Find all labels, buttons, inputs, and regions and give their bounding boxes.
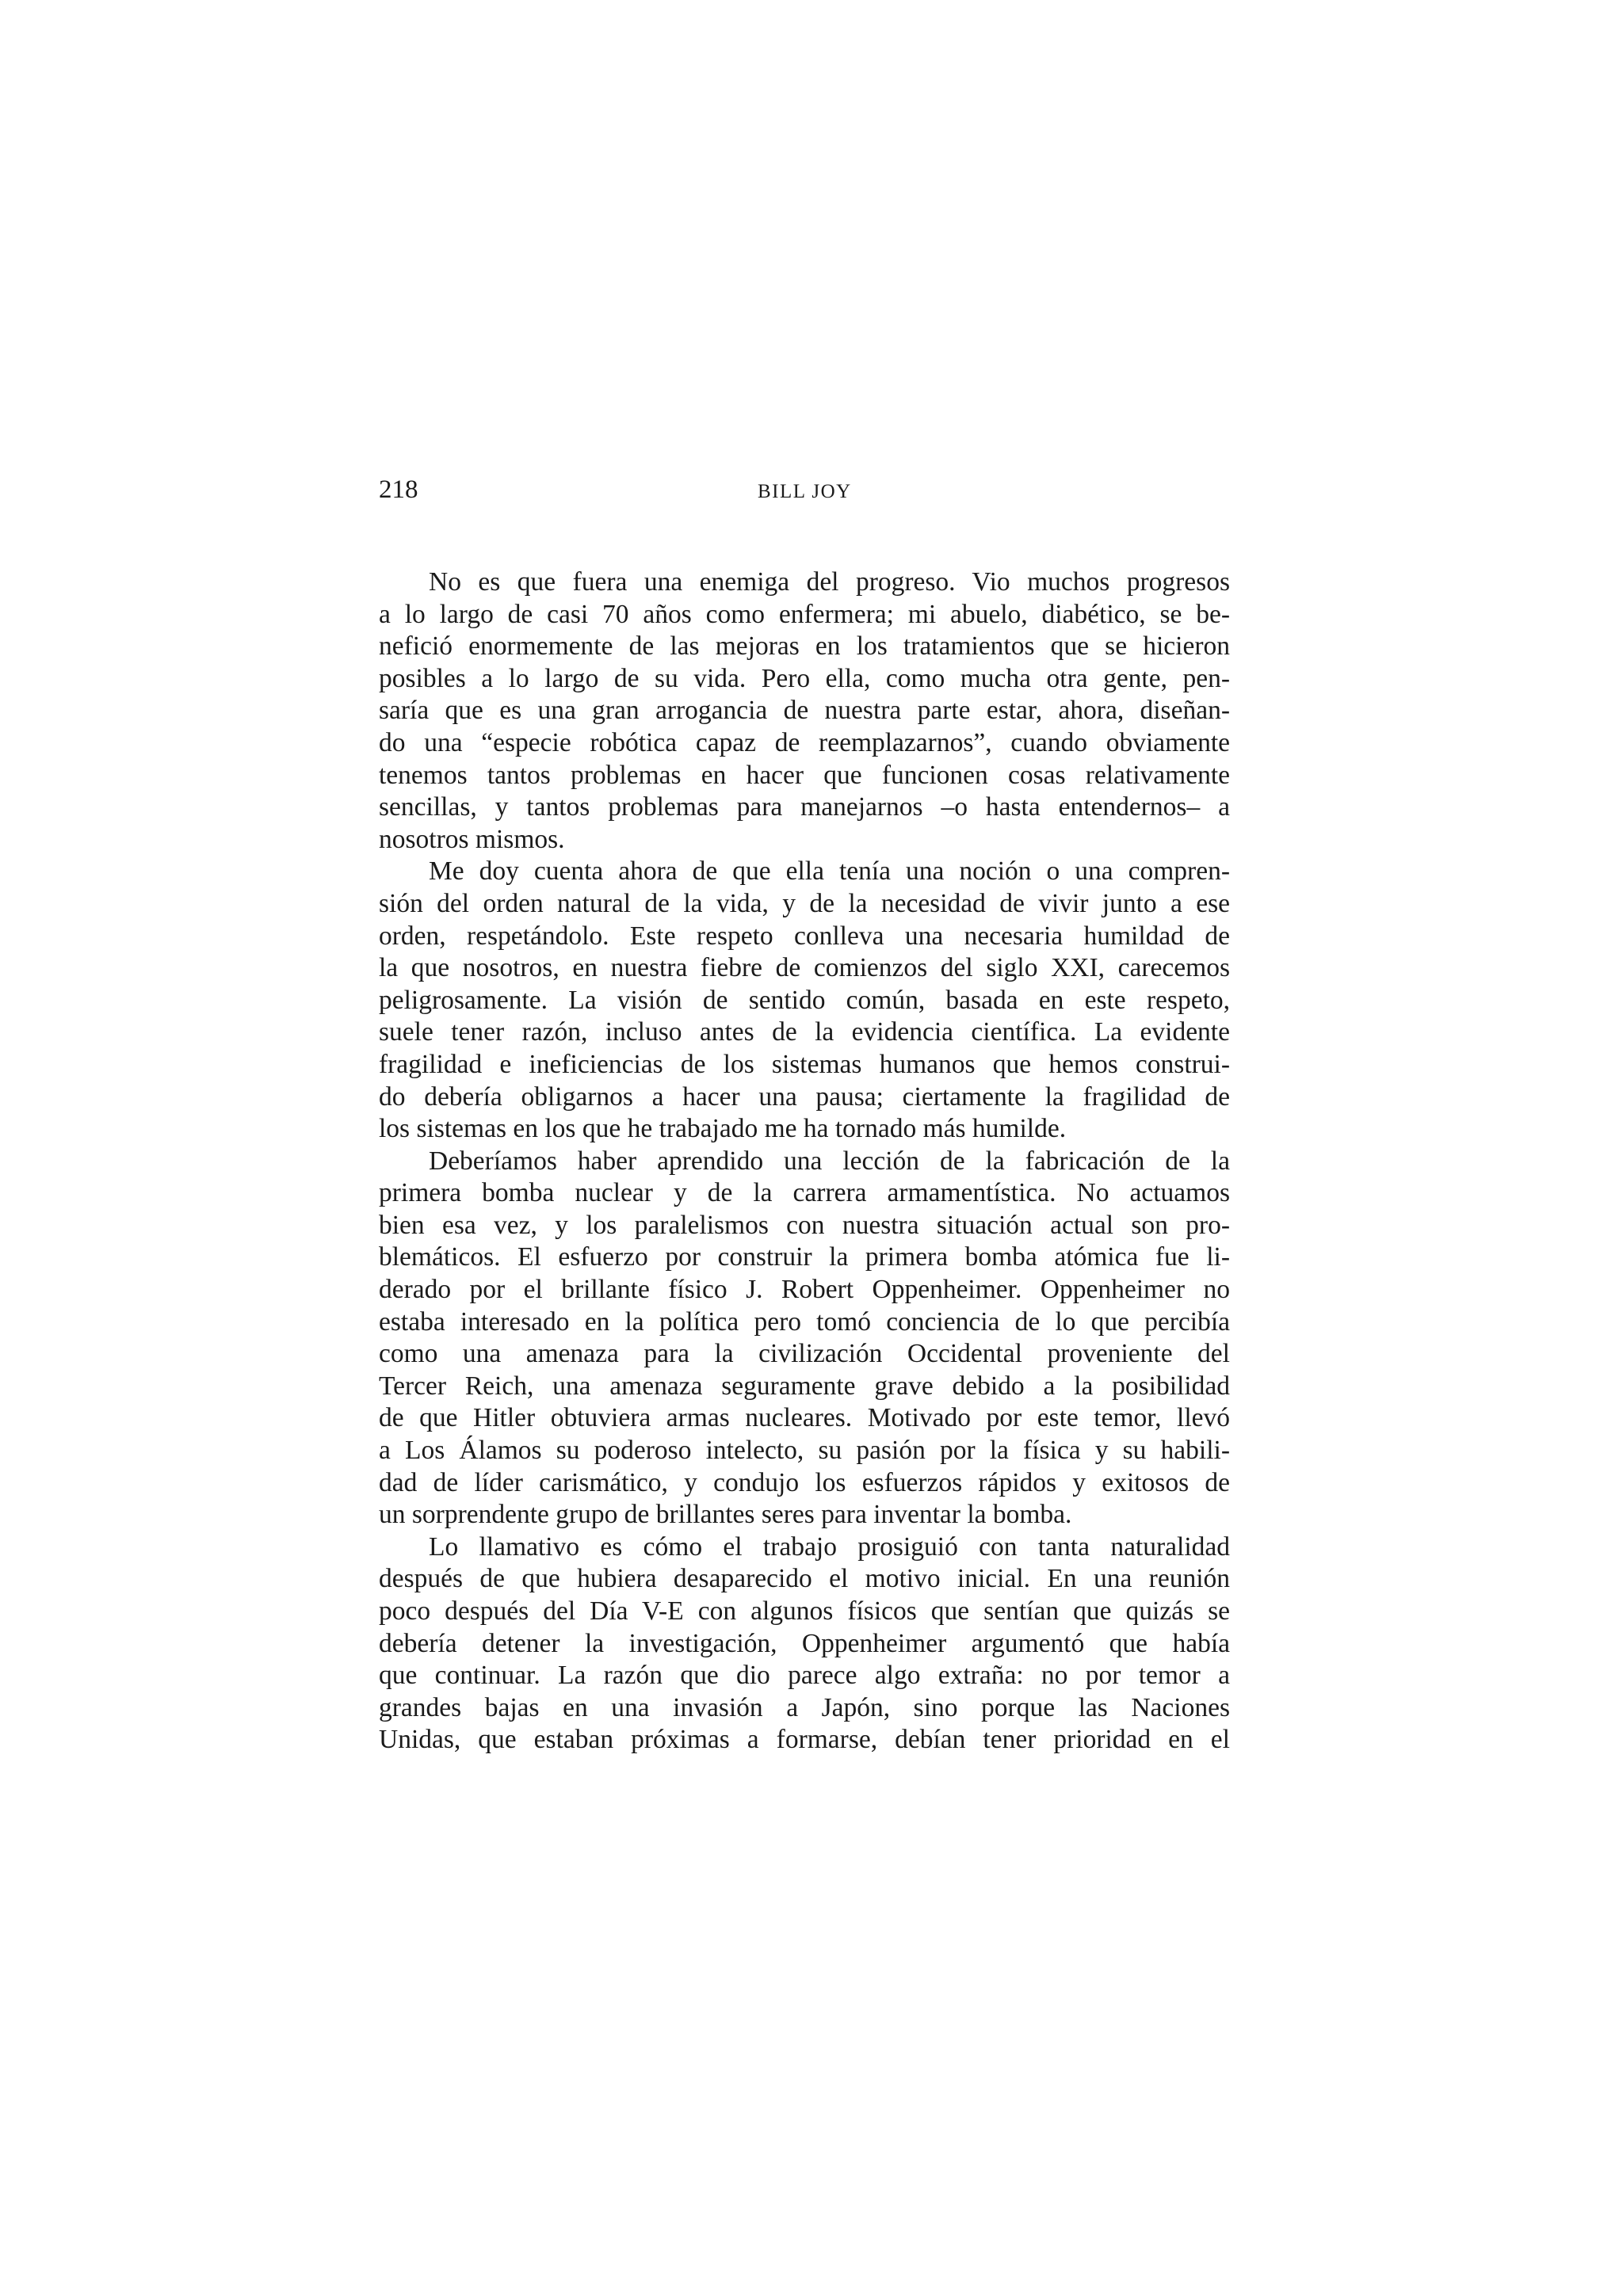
paragraph-1 [379, 566, 1230, 856]
text-line: grandes bajas en una invasión a Japón, sino porque las Naciones [379, 1692, 1230, 1722]
text-line: un sorprendente grupo de brillantes seres para inventar la bomba. [379, 1500, 1072, 1530]
text-line: de que Hitler obtuviera armas nucleares. Motivado por este temor, llevó [379, 1403, 1230, 1433]
text-line: los sistemas en los que he trabajado me ha tornado más humilde. [379, 1114, 1067, 1144]
text-line: debería detener la investigación, Oppenheimer argumentó que había [379, 1628, 1230, 1658]
paragraph-3 [379, 1146, 1230, 1531]
text-line: bien esa vez, y los paralelismos con nuestra situación actual son pro- [379, 1210, 1230, 1240]
text-line: saría que es una gran arrogancia de nuestra parte estar, ahora, diseñan- [379, 696, 1230, 726]
text-line: Deberíamos haber aprendido una lección de la fabricación de la [429, 1146, 1230, 1176]
text-line: derado por el brillante físico J. Robert Oppenheimer. Oppenheimer no [379, 1275, 1230, 1305]
text-line: sencillas, y tantos problemas para manejarnos –o hasta entendernos– a [379, 792, 1230, 822]
text-line: la que nosotros, en nuestra fiebre de comienzos del siglo XXI, carecemos [379, 953, 1230, 983]
text-line: primera bomba nuclear y de la carrera armamentística. No actuamos [379, 1178, 1230, 1208]
text-line: suele tener razón, incluso antes de la evidencia científica. La evidente [379, 1017, 1230, 1047]
text-line: do debería obligarnos a hacer una pausa; ciertamente la fragilidad de [379, 1081, 1230, 1112]
text-line: No es que fuera una enemiga del progreso. Vio muchos progresos [429, 567, 1230, 597]
text-line: Lo llamativo es cómo el trabajo prosiguió con tanta naturalidad [429, 1531, 1230, 1562]
page-header [379, 472, 1230, 512]
text-line: Unidas, que estaban próximas a formarse, debían tener prioridad en el [379, 1725, 1230, 1755]
text-line: fragilidad e ineficiencias de los sistemas humanos que hemos construi- [379, 1049, 1230, 1079]
text-line: nosotros mismos. [379, 824, 565, 854]
paragraph-4 [379, 1531, 1230, 1756]
text-line: do una “especie robótica capaz de reemplazarnos”, cuando obviamente [379, 727, 1230, 757]
text-line: después de que hubiera desaparecido el motivo inicial. En una reunión [379, 1564, 1230, 1594]
text-line: poco después del Día V-E con algunos físicos que sentían que quizás se [379, 1596, 1230, 1626]
text-line: orden, respetándolo. Este respeto conlleva una necesaria humildad de [379, 921, 1230, 951]
text-line: blemáticos. El esfuerzo por construir la primera bomba atómica fue li- [379, 1242, 1230, 1272]
text-line: peligrosamente. La visión de sentido común, basada en este respeto, [379, 985, 1230, 1015]
text-line: sión del orden natural de la vida, y de la necesidad de vivir junto a ese [379, 888, 1230, 918]
text-line: dad de líder carismático, y condujo los esfuerzos rápidos y exitosos de [379, 1467, 1230, 1497]
running-head: BILL JOY [758, 481, 852, 502]
page-number: 218 [379, 475, 418, 504]
text-line: a lo largo de casi 70 años como enfermera; mi abuelo, diabético, se be- [379, 599, 1230, 629]
text-line: tenemos tantos problemas en hacer que funcionen cosas relativamente [379, 760, 1230, 790]
text-line: como una amenaza para la civilización Occidental proveniente del [379, 1339, 1230, 1369]
paragraph-2 [379, 856, 1230, 1145]
text-line: nefició enormemente de las mejoras en los tratamientos que se hicieron [379, 631, 1230, 662]
body-text [379, 566, 1230, 1756]
text-line: Me doy cuenta ahora de que ella tenía una noción o una compren- [429, 856, 1230, 887]
text-line: que continuar. La razón que dio parece algo extraña: no por temor a [379, 1661, 1230, 1691]
text-line: Tercer Reich, una amenaza seguramente grave debido a la posibilidad [379, 1371, 1230, 1401]
text-line: posibles a lo largo de su vida. Pero ella, como mucha otra gente, pen- [379, 663, 1230, 693]
text-line: estaba interesado en la política pero tomó conciencia de lo que percibía [379, 1306, 1230, 1337]
text-line: a Los Álamos su poderoso intelecto, su pasión por la física y su habili- [379, 1436, 1230, 1466]
